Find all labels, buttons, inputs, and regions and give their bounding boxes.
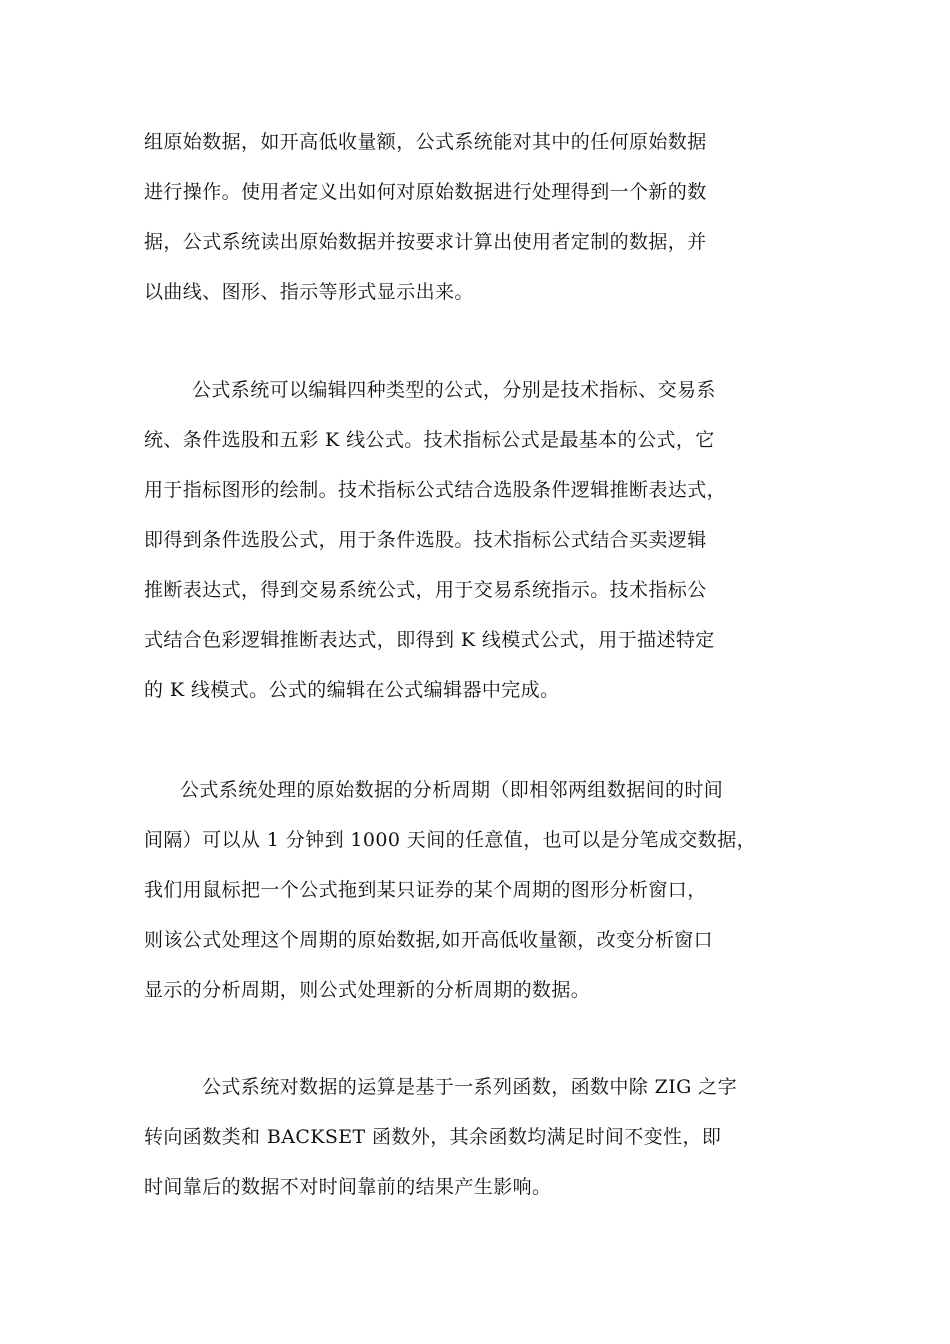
text-line: 转向函数类和 BACKSET 函数外，其余函数均满足时间不变性，即 xyxy=(144,1126,722,1148)
text-line: 式结合色彩逻辑推断表达式，即得到 K 线模式公式，用于描述特定 xyxy=(144,629,715,651)
text-line: 用于指标图形的绘制。技术指标公式结合选股条件逻辑推断表达式， xyxy=(144,479,727,501)
text-line: 以曲线、图形、指示等形式显示出来。 xyxy=(144,281,474,303)
text-line: 统、条件选股和五彩 K 线公式。技术指标公式是最基本的公式，它 xyxy=(144,429,715,451)
text-line: 推断表达式，得到交易系统公式，用于交易系统指示。技术指标公 xyxy=(144,579,707,601)
text-line: 间隔）可以从 1 分钟到 1000 天间的任意值，也可以是分笔成交数据， xyxy=(144,829,757,851)
text-line: 公式系统可以编辑四种类型的公式，分别是技术指标、交易系 xyxy=(192,379,716,401)
text-line: 公式系统对数据的运算是基于一系列函数，函数中除 ZIG 之字 xyxy=(202,1076,737,1098)
text-line: 则该公式处理这个周期的原始数据,如开高低收量额，改变分析窗口 xyxy=(144,929,714,951)
text-line: 即得到条件选股公式，用于条件选股。技术指标公式结合买卖逻辑 xyxy=(144,529,707,551)
text-line: 我们用鼠标把一个公式拖到某只证券的某个周期的图形分析窗口， xyxy=(144,879,707,901)
text-line: 组原始数据，如开高低收量额，公式系统能对其中的任何原始数据 xyxy=(144,131,707,153)
text-line: 显示的分析周期，则公式处理新的分析周期的数据。 xyxy=(144,979,591,1001)
text-line: 据，公式系统读出原始数据并按要求计算出使用者定制的数据，并 xyxy=(144,231,707,253)
paragraph-3 xyxy=(144,775,816,1025)
text-line: 公式系统处理的原始数据的分析周期（即相邻两组数据间的时间 xyxy=(180,779,724,801)
paragraph-1 xyxy=(144,127,816,327)
text-line: 时间靠后的数据不对时间靠前的结果产生影响。 xyxy=(144,1176,552,1198)
paragraph-2 xyxy=(144,375,816,725)
text-line: 进行操作。使用者定义出如何对原始数据进行处理得到一个新的数 xyxy=(144,181,707,203)
text-line: 的 K 线模式。公式的编辑在公式编辑器中完成。 xyxy=(144,679,560,701)
paragraph-4 xyxy=(144,1072,816,1222)
